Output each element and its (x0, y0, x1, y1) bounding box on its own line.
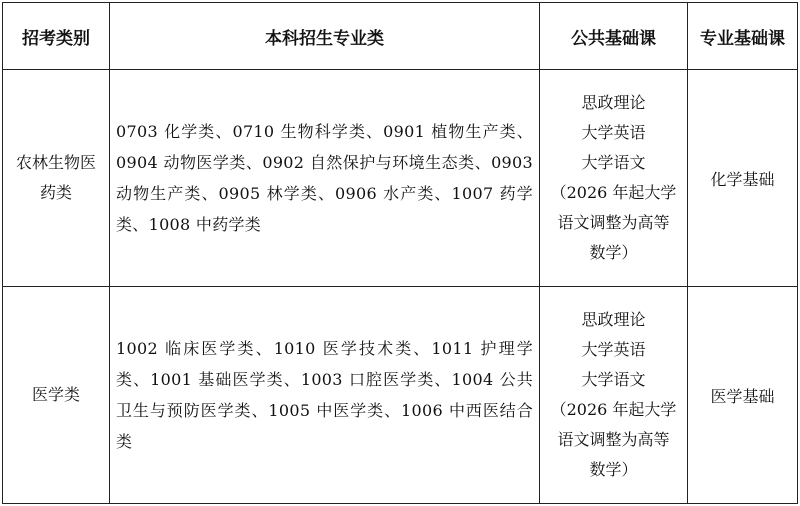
majors-cell: 0703 化学类、0710 生物科学类、0901 植物生产类、0904 动物医学类、0902 自然保护与环境生态类、0903 动物生产类、0905 林学类、0906 水产类、1007 药学类、1008 中药学类 (110, 70, 540, 287)
public-course-line: 数学） (589, 460, 638, 479)
public-course-line: 数学） (589, 243, 638, 262)
exam-category-table (2, 2, 798, 504)
public-course-line: （2026 年起大学 (550, 400, 677, 419)
public-course-line: 大学英语 (581, 340, 646, 359)
public-course-line: （2026 年起大学 (550, 183, 677, 202)
table-row (3, 70, 798, 287)
public-course-line: 语文调整为高等 (557, 213, 670, 232)
header-public-courses: 公共基础课 (540, 3, 688, 70)
public-course-line: 语文调整为高等 (557, 430, 670, 449)
public-course-line: 大学英语 (581, 123, 646, 142)
table-header-row (3, 3, 798, 70)
professional-course-cell: 医学基础 (688, 287, 798, 504)
public-course-line: 思政理论 (581, 93, 646, 112)
public-courses-cell (540, 287, 688, 504)
category-cell: 医学类 (3, 287, 110, 504)
public-course-line: 思政理论 (581, 310, 646, 329)
public-course-line: 大学语文 (581, 153, 646, 172)
header-majors: 本科招生专业类 (110, 3, 540, 70)
category-cell: 农林生物医药类 (3, 70, 110, 287)
table-row (3, 287, 798, 504)
majors-cell: 1002 临床医学类、1010 医学技术类、1011 护理学类、1001 基础医学类、1003 口腔医学类、1004 公共卫生与预防医学类、1005 中医学类、1006 中西医结合类 (110, 287, 540, 504)
header-professional-course: 专业基础课 (688, 3, 798, 70)
public-course-line: 大学语文 (581, 370, 646, 389)
professional-course-cell: 化学基础 (688, 70, 798, 287)
header-category: 招考类别 (3, 3, 110, 70)
public-courses-cell (540, 70, 688, 287)
